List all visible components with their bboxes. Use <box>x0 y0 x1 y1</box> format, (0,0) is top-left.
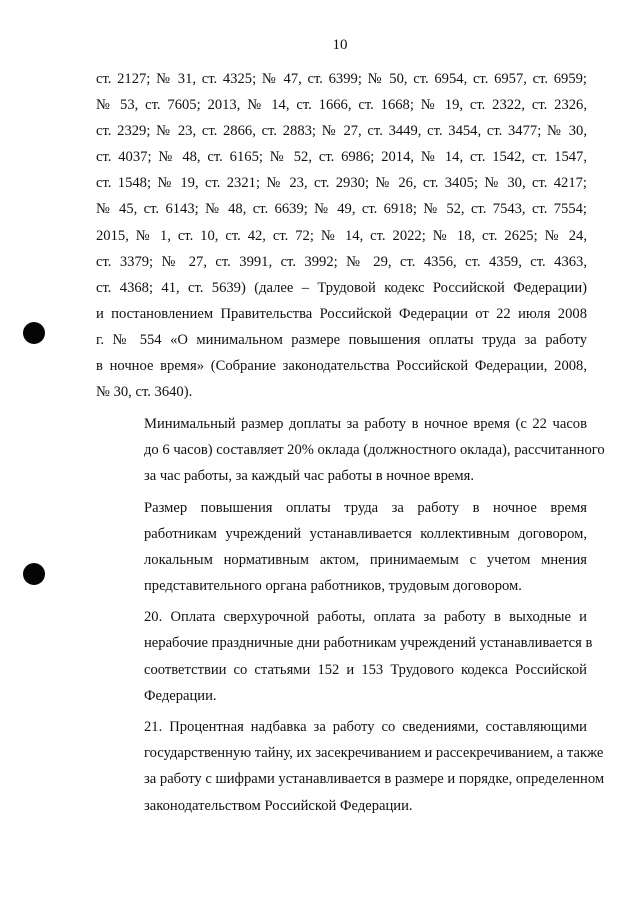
text-line: до 6 часов) составляет 20% оклада (должностного оклада), рассчитанного <box>144 441 605 458</box>
text-line: законодательством Российской Федерации. <box>144 797 413 814</box>
text-line: за работу с шифрами устанавливается в размере и порядке, определенном <box>144 771 605 788</box>
text-line: ст. 2329; № 23, ст. 2866, ст. 2883; № 27, ст. 3449, ст. 3454, ст. 3477; № 30, <box>96 123 587 140</box>
punch-hole-mark <box>23 322 45 344</box>
text-line: № 30, ст. 3640). <box>96 384 193 401</box>
text-line: Размер повышения оплаты труда за работу в ночное время <box>144 499 587 516</box>
page-number: 10 <box>332 37 348 53</box>
text-line: 20. Оплата сверхурочной работы, оплата за работу в выходные и <box>144 609 587 626</box>
punch-hole-mark <box>23 563 45 585</box>
text-line: ст. 2127; № 31, ст. 4325; № 47, ст. 6399; № 50, ст. 6954, ст. 6957, ст. 6959; <box>96 71 587 87</box>
text-line: представительного органа работников, трудовым договором. <box>144 577 522 594</box>
text-line: № 53, ст. 7605; 2013, № 14, ст. 1666, ст. 1668; № 19, ст. 2322, ст. 2326, <box>96 97 587 114</box>
text-line: в ночное время» (Собрание законодательства Российской Федерации, 2008, <box>96 358 587 375</box>
text-line: 21. Процентная надбавка за работу со сведениями, составляющими <box>144 719 587 736</box>
text-line: работникам учреждений устанавливается коллективным договором, <box>144 525 587 542</box>
text-line: ст. 1548; № 19, ст. 2321; № 23, ст. 2930; № 26, ст. 3405; № 30, ст. 4217; <box>96 175 587 192</box>
text-line: ст. 4037; № 48, ст. 6165; № 52, ст. 6986; 2014, № 14, ст. 1542, ст. 1547, <box>96 149 587 166</box>
text-line: локальным нормативным актом, принимаемым с учетом мнения <box>144 551 587 568</box>
text-line: за час работы, за каждый час работы в ночное время. <box>144 467 474 484</box>
text-line: ст. 4368; 41, ст. 5639) (далее – Трудовой кодекс Российской Федерации) <box>96 279 587 296</box>
paragraph-night-work-minimum <box>96 411 605 489</box>
text-line: Минимальный размер доплаты за работу в ночное время (с 22 часов <box>144 415 587 432</box>
text-line: г. № 554 «О минимальном размере повышения оплаты труда за работу <box>96 331 587 348</box>
paragraph-item-21 <box>96 714 605 818</box>
text-line: соответствии со статьями 152 и 153 Трудового кодекса Российской <box>144 661 587 678</box>
text-line: и постановлением Правительства Российской Федерации от 22 июля 2008 <box>96 305 587 322</box>
paragraph-item-20 <box>96 604 593 708</box>
text-line: 2015, № 1, ст. 10, ст. 42, ст. 72; № 14, ст. 2022; № 18, ст. 2625; № 24, <box>96 227 587 244</box>
text-line: Федерации. <box>144 687 217 704</box>
document-body <box>96 66 605 824</box>
paragraph-legislation-references <box>96 66 587 405</box>
text-line: нерабочие праздничные дни работникам учреждений устанавливается в <box>144 635 593 652</box>
text-line: государственную тайну, их засекречиванием и рассекречиванием, а также <box>144 745 604 762</box>
text-line: № 45, ст. 6143; № 48, ст. 6639; № 49, ст. 6918; № 52, ст. 7543, ст. 7554; <box>96 201 587 218</box>
paragraph-night-work-amount <box>96 495 587 599</box>
text-line: ст. 3379; № 27, ст. 3991, ст. 3992; № 29, ст. 4356, ст. 4359, ст. 4363, <box>96 253 587 270</box>
